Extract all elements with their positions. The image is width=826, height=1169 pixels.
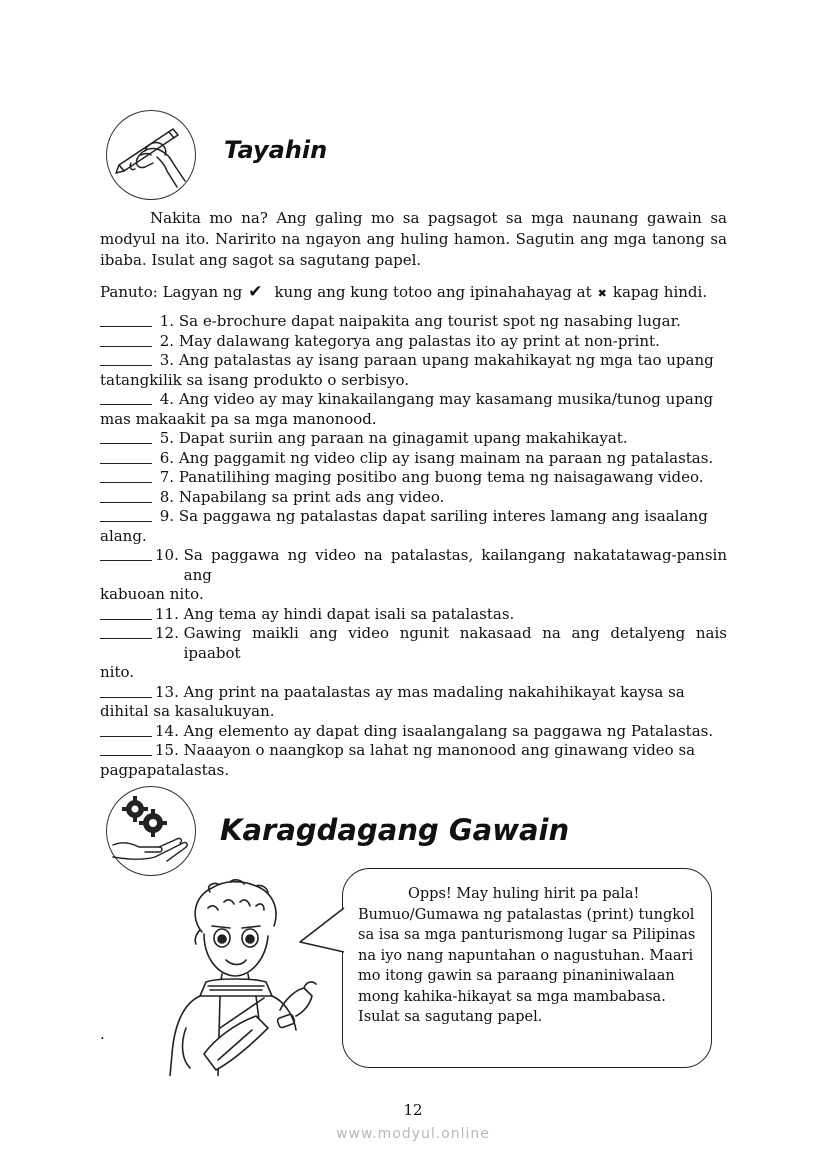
question-number: 9. xyxy=(155,507,179,525)
question-text: Ang patalastas ay isang paraan upang makahikayat ng mga tao upang xyxy=(178,351,714,369)
bubble-first-line: Opps! May huling hirit pa pala! xyxy=(408,886,640,902)
question-item xyxy=(100,722,727,742)
question-number: 11. xyxy=(155,604,184,623)
instructions-part3: kapag hindi. xyxy=(612,283,708,301)
question-item xyxy=(100,683,727,703)
question-continuation: alang. xyxy=(100,526,147,545)
question-text: Napabilang sa print ads ang video. xyxy=(178,487,445,506)
question-continuation: tatangkilik sa isang produkto o serbisyo. xyxy=(100,370,410,389)
question-item xyxy=(100,488,727,508)
question-item xyxy=(100,351,727,371)
question-number: 12. xyxy=(155,624,184,642)
karagdagan-title: Karagdagang Gawain xyxy=(220,813,570,847)
instructions xyxy=(100,282,707,304)
question-number: 13. xyxy=(155,682,184,701)
instructions-part1: Panuto: Lagyan ng xyxy=(100,283,243,301)
question-item xyxy=(100,546,727,585)
question-number: 4. xyxy=(155,390,179,408)
question-text: Ang paggamit ng video clip ay isang mainam na paraan ng patalastas. xyxy=(178,448,714,467)
question-item xyxy=(100,507,727,527)
stray-mark: . xyxy=(100,1025,105,1043)
question-text: Naaayon o naangkop sa lahat ng manonood ang ginawang video sa xyxy=(183,741,696,759)
watermark: www.modyul.online xyxy=(336,1126,490,1142)
question-item xyxy=(100,332,727,352)
question-continuation: pagpapatalastas. xyxy=(100,760,230,779)
question-text: Dapat suriin ang paraan na ginagamit upang makahikayat. xyxy=(178,429,628,447)
question-number: 2. xyxy=(155,331,179,350)
tayahin-title: Tayahin xyxy=(224,136,328,164)
answer-blank[interactable] xyxy=(100,722,152,737)
question-item xyxy=(100,390,727,410)
question-number: 5. xyxy=(155,429,179,447)
question-number: 8. xyxy=(155,487,179,506)
answer-blank[interactable] xyxy=(100,546,152,561)
question-item xyxy=(100,468,727,488)
karagdagan-icon-circle xyxy=(106,786,196,876)
question-item xyxy=(100,605,727,625)
check-icon: ✔ xyxy=(248,282,263,302)
bubble-body: Bumuo/Gumawa ng patalastas (print) tungkol sa isa sa mga panturismong lugar sa Pilipinas na iyo nang napuntahan o nagustuhan. Maari mo itong gawin sa paraang pinaniniwalaan mong kahika-hikayat sa mga mambabasa. Isulat sa sagutang papel. xyxy=(358,906,696,1025)
answer-blank[interactable] xyxy=(100,390,152,405)
answer-blank[interactable] xyxy=(100,429,152,444)
answer-blank[interactable] xyxy=(100,741,152,756)
question-text: Ang video ay may kinakailangang may kasamang musika/tunog upang xyxy=(178,390,714,408)
question-continuation: nito. xyxy=(100,663,135,681)
question-item xyxy=(100,624,727,663)
question-text: Ang elemento ay dapat ding isaalangalang sa paggawa ng Patalastas. xyxy=(183,721,714,740)
tayahin-intro xyxy=(100,208,727,271)
question-list xyxy=(100,312,727,780)
answer-blank[interactable] xyxy=(100,507,152,522)
question-text: Sa paggawa ng patalastas dapat sariling interes lamang ang isaalang xyxy=(178,507,708,525)
answer-blank[interactable] xyxy=(100,624,152,639)
answer-blank[interactable] xyxy=(100,312,152,327)
hand-writing-icon xyxy=(107,111,195,199)
question-number: 1. xyxy=(155,312,179,330)
question-number: 3. xyxy=(155,351,179,369)
question-text: Panatilihing maging positibo ang buong tema ng naisagawang video. xyxy=(178,468,704,486)
tayahin-icon-circle xyxy=(106,110,196,200)
answer-blank[interactable] xyxy=(100,332,152,347)
question-text: Sa e-brochure dapat naipakita ang tourist spot ng nasabing lugar. xyxy=(178,312,681,330)
question-item xyxy=(100,449,727,469)
question-text: Ang print na paatalastas ay mas madaling nakahihikayat kaysa sa xyxy=(183,682,685,701)
answer-blank[interactable] xyxy=(100,351,152,366)
page-number: 12 xyxy=(403,1101,423,1119)
speech-bubble-tail xyxy=(298,906,346,956)
question-continuation: mas makaakit pa sa mga manonood. xyxy=(100,409,377,428)
instructions-part2: kung ang kung totoo ang ipinahahayag at xyxy=(274,283,592,301)
question-continuation: dihital sa kasalukuyan. xyxy=(100,702,275,720)
answer-blank[interactable] xyxy=(100,683,152,698)
question-item xyxy=(100,312,727,332)
gears-hand-icon xyxy=(107,787,195,875)
question-text: Gawing maikli ang video ngunit nakasaad na ang detalyeng nais ipaabot xyxy=(183,624,727,662)
question-item xyxy=(100,429,727,449)
answer-blank[interactable] xyxy=(100,605,152,620)
question-number: 14. xyxy=(155,721,184,740)
question-number: 7. xyxy=(155,468,179,486)
question-text: Sa paggawa ng video na patalastas, kailangang nakatatawag-pansin ang xyxy=(183,546,727,584)
speech-bubble-text xyxy=(358,884,698,1028)
question-item xyxy=(100,741,727,761)
question-text: Ang tema ay hindi dapat isali sa patalastas. xyxy=(183,604,515,623)
question-text: May dalawang kategorya ang palastas ito ay print at non-print. xyxy=(178,331,660,350)
question-continuation: kabuoan nito. xyxy=(100,585,204,603)
answer-blank[interactable] xyxy=(100,488,152,503)
answer-blank[interactable] xyxy=(100,468,152,483)
answer-blank[interactable] xyxy=(100,449,152,464)
question-number: 6. xyxy=(155,448,179,467)
x-icon: ✖ xyxy=(597,287,607,300)
question-number: 10. xyxy=(155,546,184,564)
question-number: 15. xyxy=(155,741,184,759)
tayahin-intro-text: Nakita mo na? Ang galing mo sa pagsagot sa mga naunang gawain sa modyul na ito. Naririto na ngayon ang huling hamon. Sagutin ang mga tanong sa ibaba. Isulat ang sagot sa sagutang papel. xyxy=(100,209,727,269)
